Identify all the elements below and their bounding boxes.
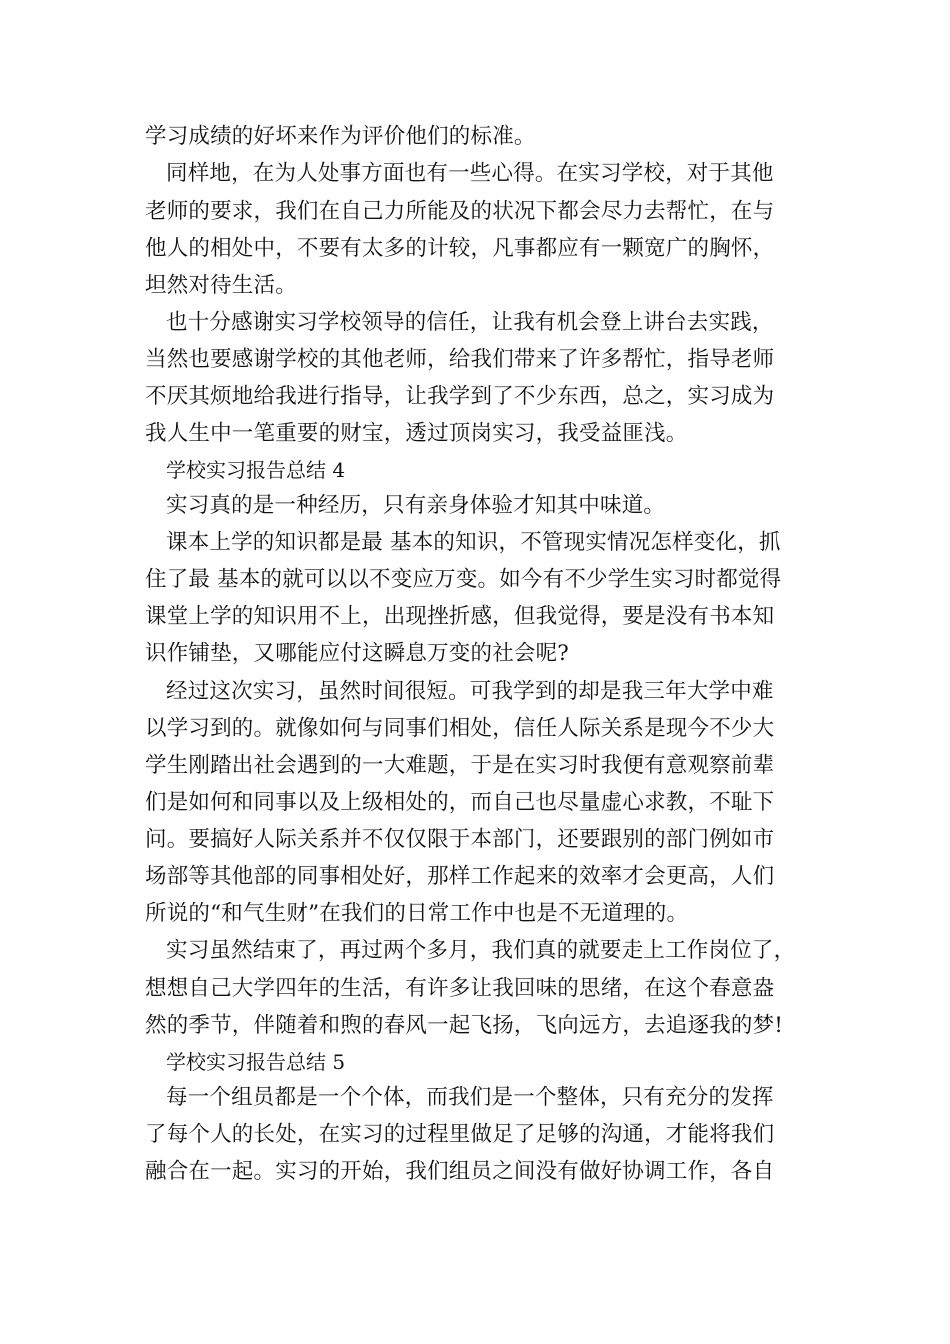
text-line: 融合在一起。实习的开始，我们组员之间没有做好协调工作，各自 (145, 1159, 775, 1184)
text-line: 以学习到的。就像如何与同事们相处，信任人际关系是现今不少大 (145, 716, 775, 741)
text-line: 了每个人的长处，在实习的过程里做足了足够的沟通，才能将我们 (145, 1122, 775, 1147)
text-line: 坦然对待生活。 (145, 273, 297, 298)
paragraph-start: 课本上学的知识都是最 基本的知识，不管现实情况怎样变化，抓 (166, 530, 781, 555)
section-heading: 学校实习报告总结 4 (166, 458, 346, 482)
paragraph-start: 实习真的是一种经历，只有亲身体验才知其中味道。 (166, 493, 666, 518)
text-line: 想想自己大学四年的生活，有许多让我回味的思绪，在这个春意盎 (145, 976, 775, 1001)
text-line: 他人的相处中，不要有太多的计较，凡事都应有一颗宽广的胸怀， (145, 236, 775, 261)
text-line: 然的季节，伴随着和煦的春风一起飞扬，飞向远方，去追逐我的梦! (145, 1013, 784, 1038)
text-line: 不厌其烦地给我进行指导，让我学到了不少东西，总之，实习成为 (145, 384, 775, 409)
text-line: 问。要搞好人际关系并不仅仅限于本部门，还要跟别的部门例如市 (145, 827, 775, 852)
paragraph-start: 经过这次实习，虽然时间很短。可我学到的却是我三年大学中难 (166, 679, 774, 704)
text-line: 所说的“和气生财”在我们的日常工作中也是不无道理的。 (145, 901, 689, 926)
text-line: 住了最 基本的就可以以不变应万变。如今有不少学生实习时都觉得 (145, 567, 782, 592)
text-line: 老师的要求，我们在自己力所能及的状况下都会尽力去帮忙，在与 (145, 199, 775, 224)
paragraph-start: 实习虽然结束了，再过两个多月，我们真的就要走上工作岗位了， (166, 938, 796, 963)
paragraph-start: 也十分感谢实习学校领导的信任，让我有机会登上讲台去实践， (166, 310, 774, 335)
text-line: 我人生中一笔重要的财宝，透过顶岗实习，我受益匪浅。 (145, 421, 688, 446)
text-line: 学生刚踏出社会遇到的一大难题，于是在实习时我便有意观察前辈 (145, 753, 775, 778)
paragraph-start: 每一个组员都是一个个体，而我们是一个整体，只有充分的发挥 (166, 1085, 774, 1110)
text-line: 们是如何和同事以及上级相处的，而自己也尽量虚心求教，不耻下 (145, 790, 775, 815)
paragraph-start: 同样地，在为人处事方面也有一些心得。在实习学校，对于其他 (166, 161, 774, 186)
section-heading: 学校实习报告总结 5 (166, 1050, 346, 1074)
text-line: 场部等其他部的同事相处好，那样工作起来的效率才会更高，人们 (145, 864, 775, 889)
text-line: 识作铺垫，又哪能应付这瞬息万变的社会呢? (145, 641, 570, 666)
text-line: 课堂上学的知识用不上，出现挫折感，但我觉得，要是没有书本知 (145, 604, 775, 629)
text-line: 学习成绩的好坏来作为评价他们的标准。 (145, 124, 536, 149)
text-line: 当然也要感谢学校的其他老师，给我们带来了许多帮忙，指导老师 (145, 347, 775, 372)
